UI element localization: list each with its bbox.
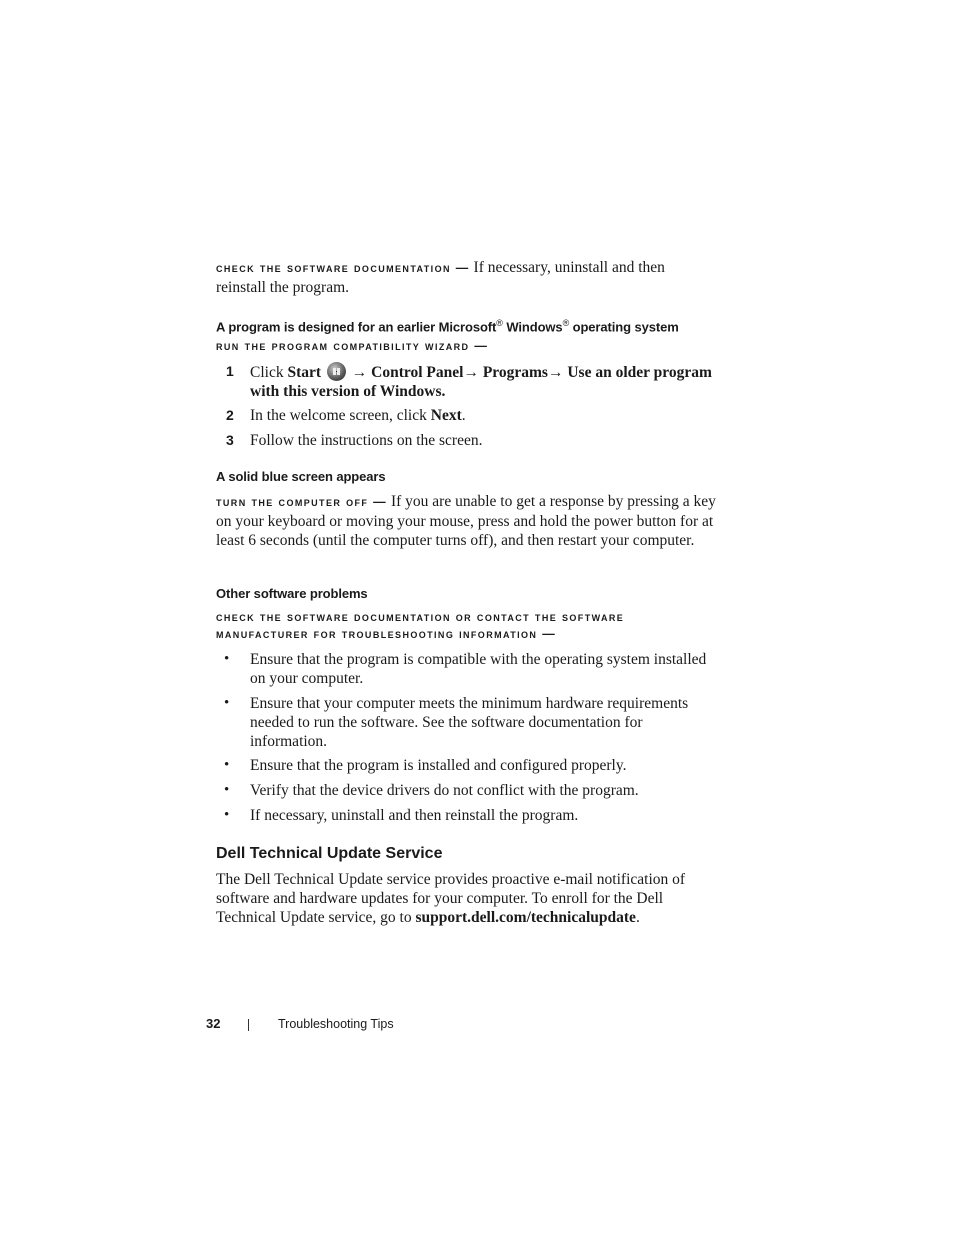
contact-manufacturer-label-line1: check the software documentation or contact the software — [216, 610, 625, 624]
heading-part-b: Windows — [502, 319, 563, 335]
turn-off-label: turn the computer off — — [216, 495, 388, 509]
next-ref: Next — [430, 407, 462, 424]
other-problems-heading: Other software problems — [216, 586, 368, 601]
bullet-icon: • — [224, 807, 230, 823]
arrow: → — [463, 364, 483, 381]
bullet-icon: • — [224, 757, 230, 773]
registered-mark: ® — [496, 318, 503, 328]
footer-chapter-title: Troubleshooting Tips — [278, 1017, 394, 1031]
blue-screen-heading: A solid blue screen appears — [216, 469, 386, 484]
page-number: 32 — [206, 1016, 221, 1031]
check-documentation-text: If necessary, uninstall and then reinstall the program. — [216, 259, 665, 296]
compatibility-wizard-label: run the program compatibility wizard — — [216, 339, 489, 353]
step-number: 1 — [226, 363, 234, 379]
bullet-icon: • — [224, 651, 230, 667]
older-program-ref: Use an older program with this version of Windows. — [250, 364, 712, 400]
arrow: → — [347, 364, 372, 381]
bullet-icon: • — [224, 782, 230, 798]
step-text: Follow the instructions on the screen. — [250, 432, 483, 449]
bullet-icon: • — [224, 695, 230, 711]
step-2-pre: In the welcome screen, click — [250, 407, 431, 424]
registered-mark: ® — [562, 318, 570, 328]
turn-off-paragraph — [216, 492, 716, 550]
list-item-text: Ensure that your computer meets the minimum hardware requirements needed to run the software. See the software documentation for information. — [250, 695, 689, 750]
start-menu-ref: Start — [287, 364, 322, 381]
list-item-text: If necessary, uninstall and then reinstall the program. — [250, 807, 579, 824]
programs-ref: Programs — [482, 364, 548, 381]
list-item-text: Verify that the device drivers do not conflict with the program. — [250, 782, 639, 799]
dell-update-heading: Dell Technical Update Service — [216, 845, 443, 862]
step-text — [250, 406, 716, 425]
check-documentation-label: check the software documentation — — [216, 261, 470, 275]
step-number: 2 — [226, 407, 234, 423]
windows-start-orb-icon — [327, 362, 346, 381]
step-number: 3 — [226, 432, 234, 448]
control-panel-ref: Control Panel — [371, 364, 464, 381]
contact-manufacturer-label-line2: manufacturer for troubleshooting information — — [216, 627, 557, 641]
technical-update-link[interactable]: support.dell.com/technicalupdate — [415, 909, 636, 926]
step-1-pre: Click — [250, 364, 288, 381]
arrow: → — [547, 364, 568, 381]
list-item-text: Ensure that the program is compatible with the operating system installed on your computer. — [250, 651, 707, 687]
footer-divider — [248, 1019, 249, 1031]
dell-update-post: . — [635, 909, 640, 926]
turn-off-text: If you are unable to get a response by pressing a key on your keyboard or moving your mouse, press and hold the power button for at least 6 seconds (until the computer turns off), and then restart your computer. — [216, 493, 716, 549]
dell-update-paragraph — [216, 870, 716, 927]
step-text — [250, 362, 716, 401]
list-item-text: Ensure that the program is installed and configured properly. — [250, 757, 627, 774]
heading-part-a: A program is designed for an earlier Microsoft — [216, 319, 497, 335]
earlier-windows-heading — [216, 315, 716, 335]
step-2-post: . — [461, 407, 466, 424]
dell-update-text: The Dell Technical Update service provides proactive e-mail notification of software and hardware updates for your computer. To enroll for the Dell Technical Update service, go to — [216, 871, 686, 926]
heading-part-c: operating system — [569, 319, 679, 335]
check-documentation-paragraph — [216, 258, 716, 297]
